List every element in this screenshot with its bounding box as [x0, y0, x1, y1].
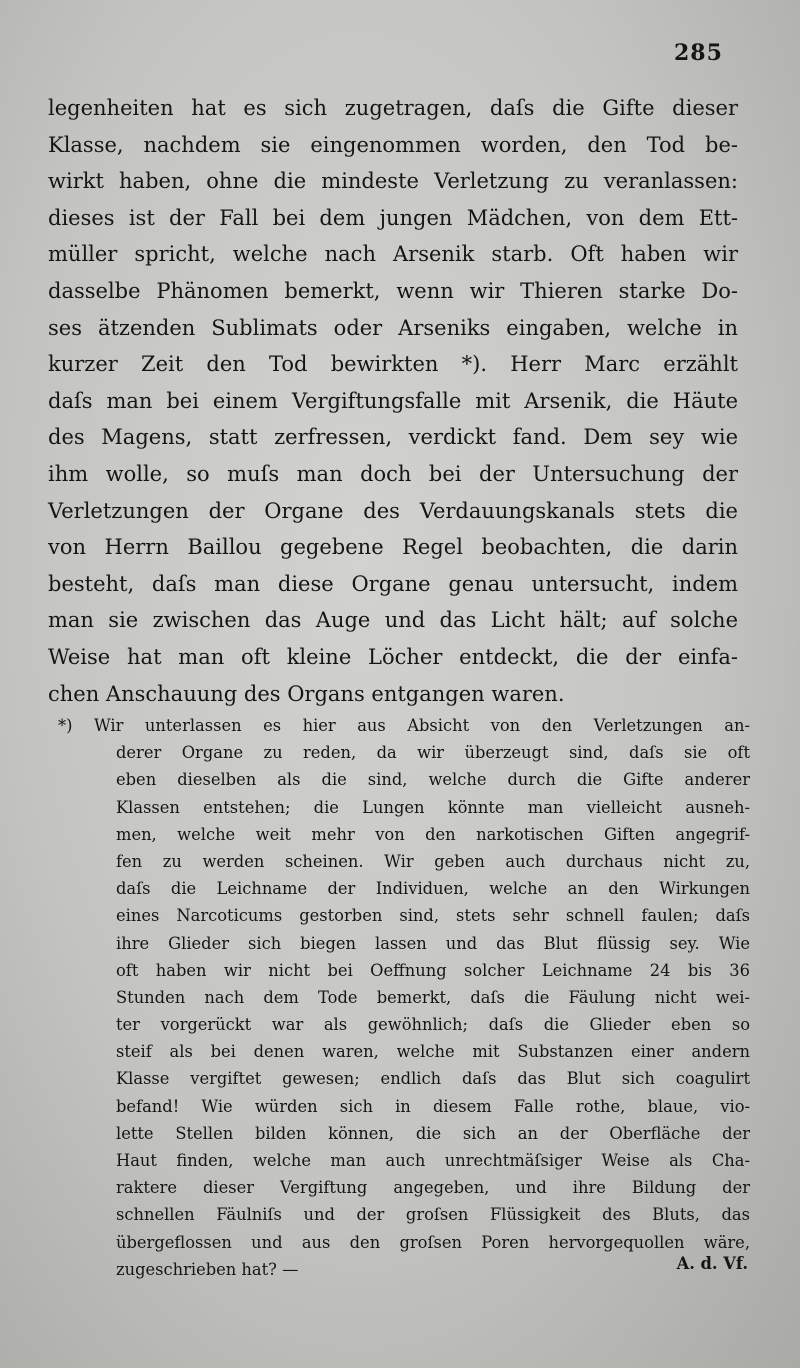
text-line: besteht, daſs man diese Organe genau untersucht, indem: [48, 571, 738, 596]
text-line: müller spricht, welche nach Arsenik starb. Oft haben wir: [48, 242, 738, 267]
text-line: wirkt haben, ohne die mindeste Verletzung zu veranlassen:: [48, 169, 738, 194]
footnote-line: zugeschrieben hat? —: [116, 1259, 299, 1279]
footnote-block: [58, 712, 750, 1283]
footnote-line: ter vorgerückt war als gewöhnlich; daſs die Glieder eben so: [116, 1015, 750, 1035]
footnote-line: Klasse vergiftet gewesen; endlich daſs das Blut sich coagulirt: [116, 1069, 750, 1089]
footnote-line: daſs die Leichname der Individuen, welche an den Wirkungen: [116, 879, 750, 899]
footnote-line: *) Wir unterlassen es hier aus Absicht von den Verletzungen an-: [58, 716, 750, 735]
footnote-line: übergeflossen und aus den groſsen Poren hervorgequollen wäre,: [116, 1232, 750, 1252]
text-line: des Magens, statt zerfressen, verdickt fand. Dem sey wie: [48, 425, 738, 450]
text-line: Klasse, nachdem sie eingenommen worden, den Tod be-: [48, 132, 738, 157]
text-line: kurzer Zeit den Tod bewirkten *). Herr Marc erzählt: [48, 352, 738, 377]
footnote-line: befand! Wie würden sich in diesem Falle rothe, blaue, vio-: [116, 1096, 750, 1116]
text-line: man sie zwischen das Auge und das Licht hält; auf solche: [48, 608, 738, 633]
footnote-line: eben dieselben als die sind, welche durch die Gifte anderer: [116, 770, 750, 790]
footnote-signature: A. d. Vf.: [676, 1254, 748, 1273]
footnote-line: fen zu werden scheinen. Wir geben auch durchaus nicht zu,: [116, 851, 750, 871]
text-line: Verletzungen der Organe des Verdauungskanals stets die: [48, 498, 738, 523]
text-line: von Herrn Baillou gegebene Regel beobachten, die darin: [48, 535, 738, 560]
footnote-line: steif als bei denen waren, welche mit Substanzen einer andern: [116, 1042, 750, 1062]
text-line: legenheiten hat es sich zugetragen, daſs die Gifte dieser: [48, 96, 738, 120]
footnote-line: eines Narcoticums gestorben sind, stets sehr schnell faulen; daſs: [116, 906, 750, 926]
footnote-line: Stunden nach dem Tode bemerkt, daſs die Fäulung nicht wei-: [116, 987, 750, 1007]
footnote-line: oft haben wir nicht bei Oeffnung solcher Leichname 24 bis 36: [116, 960, 750, 980]
footnote-line: ihre Glieder sich biegen lassen und das Blut flüssig sey. Wie: [116, 933, 750, 953]
text-line: chen Anschauung des Organs entgangen waren.: [48, 681, 565, 706]
footnote-line: schnellen Fäulniſs und der groſsen Flüssigkeit des Bluts, das: [116, 1205, 750, 1225]
footnote-line: derer Organe zu reden, da wir überzeugt sind, daſs sie oft: [116, 743, 750, 763]
footnote-line: men, welche weit mehr von den narkotischen Giften angegrif-: [116, 824, 750, 844]
footnote-line: raktere dieser Vergiftung angegeben, und ihre Bildung der: [116, 1178, 750, 1198]
text-line: daſs man bei einem Vergiftungsfalle mit Arsenik, die Häute: [48, 388, 738, 413]
main-text-block: [48, 90, 738, 712]
footnote-line: lette Stellen bilden können, die sich an der Oberfläche der: [116, 1123, 750, 1143]
text-line: ihm wolle, so muſs man doch bei der Untersuchung der: [48, 461, 738, 486]
footnote-line: Haut finden, welche man auch unrechtmäſsiger Weise als Cha-: [116, 1151, 750, 1170]
text-line: dieses ist der Fall bei dem jungen Mädchen, von dem Ett-: [48, 205, 738, 230]
footnote-line: Klassen entstehen; die Lungen könnte man vielleicht ausneh-: [116, 797, 750, 817]
text-line: Weise hat man oft kleine Löcher entdeckt, die der einfa-: [48, 644, 738, 669]
page-number: 285: [674, 40, 723, 66]
text-line: dasselbe Phänomen bemerkt, wenn wir Thieren starke Do-: [48, 278, 738, 303]
text-line: ses ätzenden Sublimats oder Arseniks eingaben, welche in: [48, 315, 738, 340]
